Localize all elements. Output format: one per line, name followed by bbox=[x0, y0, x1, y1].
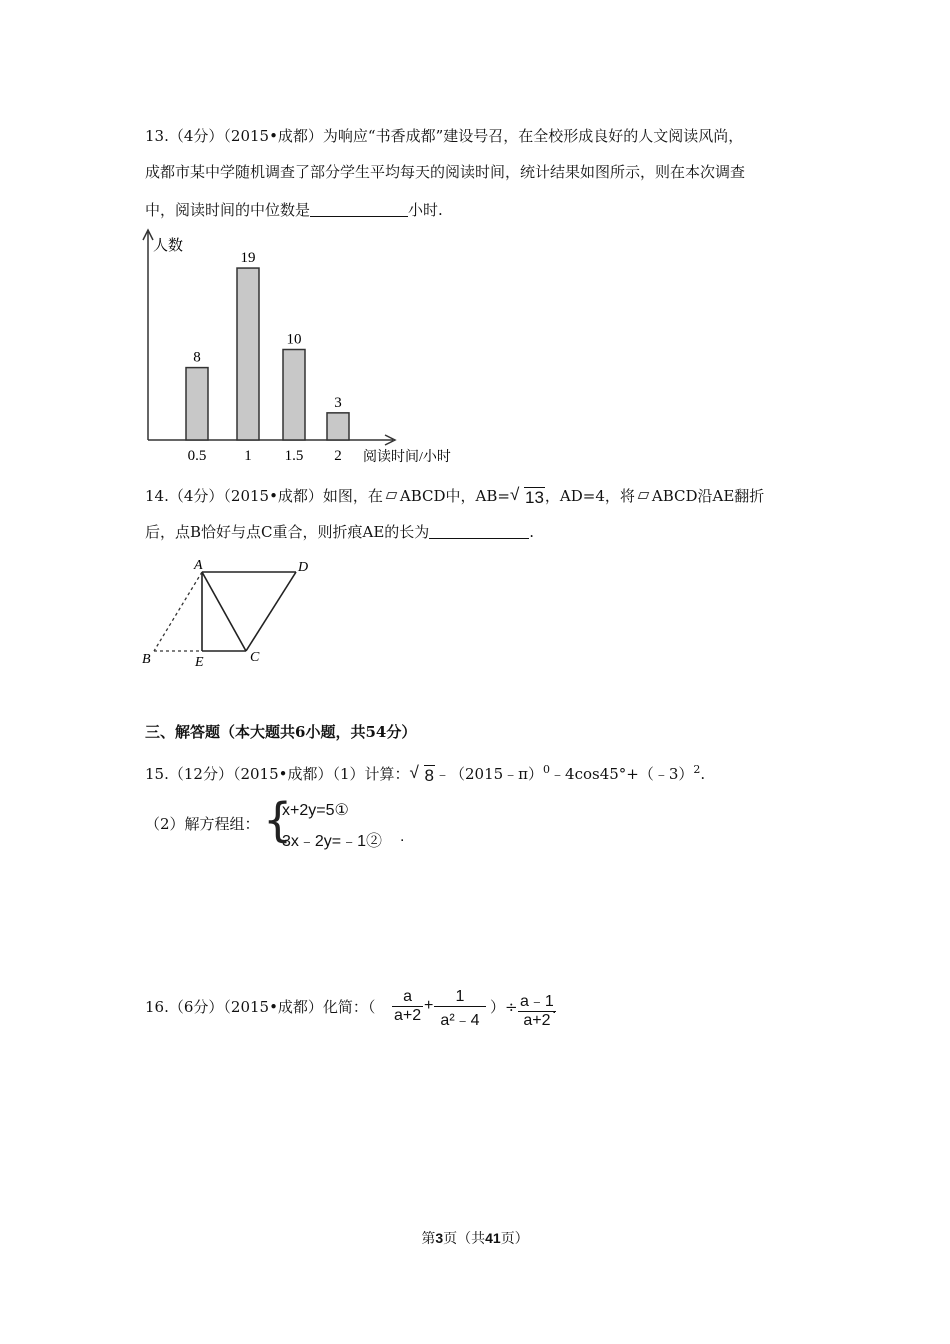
data-label-1.5: 10 bbox=[286, 331, 302, 348]
point-B-label: B bbox=[142, 652, 151, 667]
x-tick-label-2: 2 bbox=[334, 448, 342, 464]
q14-line2-text: 后，点B恰好与点C重合，则折痕AE的长为 bbox=[145, 523, 430, 541]
y-axis-label: 人数 bbox=[153, 238, 184, 254]
frac1-numerator: a bbox=[403, 988, 413, 1005]
point-A-label: A bbox=[194, 558, 203, 573]
bar-1 bbox=[237, 268, 259, 440]
frac2-denominator: a²﹣4 bbox=[434, 1006, 486, 1030]
q15-line1-text-d: . bbox=[700, 765, 706, 783]
frac3-numerator: a﹣1 bbox=[520, 993, 554, 1010]
left-brace-icon: { bbox=[263, 793, 293, 847]
radical-sign-icon: √ bbox=[409, 763, 419, 782]
bar-2 bbox=[327, 413, 349, 440]
equation-2: 3x﹣2y=﹣1② bbox=[282, 833, 383, 850]
sqrt-13-value: 13 bbox=[524, 488, 544, 507]
frac1-denominator: a+2 bbox=[394, 1007, 422, 1024]
segment-DC bbox=[246, 572, 296, 651]
segment-AC bbox=[202, 572, 246, 651]
point-D-label: D bbox=[298, 560, 309, 575]
q15-line1 bbox=[145, 760, 705, 786]
data-label-0.5: 8 bbox=[193, 349, 201, 366]
q14-line1 bbox=[145, 486, 764, 508]
q13-line3 bbox=[145, 200, 443, 220]
q15-part2-end: . bbox=[400, 828, 405, 845]
point-E-label: E bbox=[195, 655, 204, 670]
footer-page-number: 3 bbox=[435, 1230, 444, 1246]
footer-total-pages: 41 bbox=[485, 1230, 501, 1246]
parallelogram-icon bbox=[386, 492, 398, 499]
bars-group bbox=[186, 250, 349, 464]
q14-line1-text-b: ABCD中，AB= bbox=[399, 487, 510, 505]
q15-part2-label: （2）解方程组： bbox=[145, 815, 260, 833]
section-3-heading: 三、解答题（本大题共6小题，共54分） bbox=[145, 723, 417, 741]
footer-post: 页） bbox=[500, 1231, 529, 1247]
parallelogram-icon bbox=[638, 492, 650, 499]
x-axis-label: 阅读时间/小时 bbox=[363, 450, 451, 465]
q13-answer-blank[interactable] bbox=[310, 200, 408, 217]
reading-time-bar-chart bbox=[135, 228, 475, 468]
q14-line1-text-a: 14.（4分）（2015•成都）如图，在 bbox=[145, 487, 383, 505]
x-tick-label-1.5: 1.5 bbox=[284, 448, 304, 464]
x-tick-label-0.5: 0.5 bbox=[187, 448, 207, 464]
q15-line1-text-c: ﹣4cos45°+（﹣3） bbox=[550, 765, 694, 783]
fraction-a-over-a-plus-2 bbox=[392, 988, 423, 1025]
x-tick-label-1: 1 bbox=[244, 448, 252, 464]
sqrt-13 bbox=[509, 485, 545, 508]
q13-line3-text: 中，阅读时间的中位数是 bbox=[145, 201, 311, 219]
sqrt-8 bbox=[409, 763, 435, 786]
parallelogram-figure bbox=[138, 555, 328, 675]
q16-prefix: 16.（6分）（2015•成都）化简：（ bbox=[145, 998, 376, 1016]
data-label-2: 3 bbox=[334, 394, 342, 411]
q15-line1-text-b: ﹣（2015﹣π） bbox=[434, 765, 544, 783]
plus-sign: + bbox=[424, 997, 434, 1014]
bar-0.5 bbox=[186, 368, 208, 440]
exponent-two: 2 bbox=[693, 763, 701, 776]
segment-AB-dashed bbox=[154, 572, 202, 651]
fraction-a-minus-1-over-a-plus-2 bbox=[518, 988, 556, 1030]
radical-sign-icon: √ bbox=[509, 485, 520, 504]
q14-line1-text-c: ，AD=4，将 bbox=[544, 487, 635, 505]
q16-close-divide: ）÷ bbox=[490, 998, 518, 1016]
footer-pre: 第 bbox=[421, 1231, 436, 1247]
exponent-zero: 0 bbox=[543, 763, 551, 776]
fraction-1-over-a2-minus-4 bbox=[434, 988, 486, 1030]
footer-mid: 页（共 bbox=[443, 1231, 486, 1247]
frac3-denominator: a+2 bbox=[518, 1011, 556, 1030]
sqrt-8-value: 8 bbox=[424, 766, 434, 785]
data-label-1: 19 bbox=[240, 250, 256, 267]
q14-answer-blank[interactable] bbox=[429, 522, 529, 539]
q14-line2 bbox=[145, 522, 534, 542]
q14-line2-end: . bbox=[529, 523, 535, 541]
frac2-numerator: 1 bbox=[455, 988, 465, 1005]
q15-line1-text-a: 15.（12分）（2015•成都）（1）计算： bbox=[145, 765, 410, 783]
q13-line3-unit: 小时. bbox=[408, 201, 443, 219]
q13-line1: 13.（4分）（2015•成都）为响应“书香成都”建设号召，在全校形成良好的人文阅读风尚， bbox=[145, 127, 744, 145]
equation-1: x+2y=5① bbox=[282, 802, 349, 819]
q14-line1-text-d: ABCD沿AE翻折 bbox=[651, 487, 765, 505]
point-C-label: C bbox=[250, 650, 260, 665]
bar-1.5 bbox=[283, 350, 305, 441]
q16-end: . bbox=[552, 1000, 557, 1017]
page-footer bbox=[0, 1228, 950, 1248]
q13-line2: 成都市某中学随机调查了部分学生平均每天的阅读时间，统计结果如图所示，则在本次调查 bbox=[145, 163, 746, 181]
